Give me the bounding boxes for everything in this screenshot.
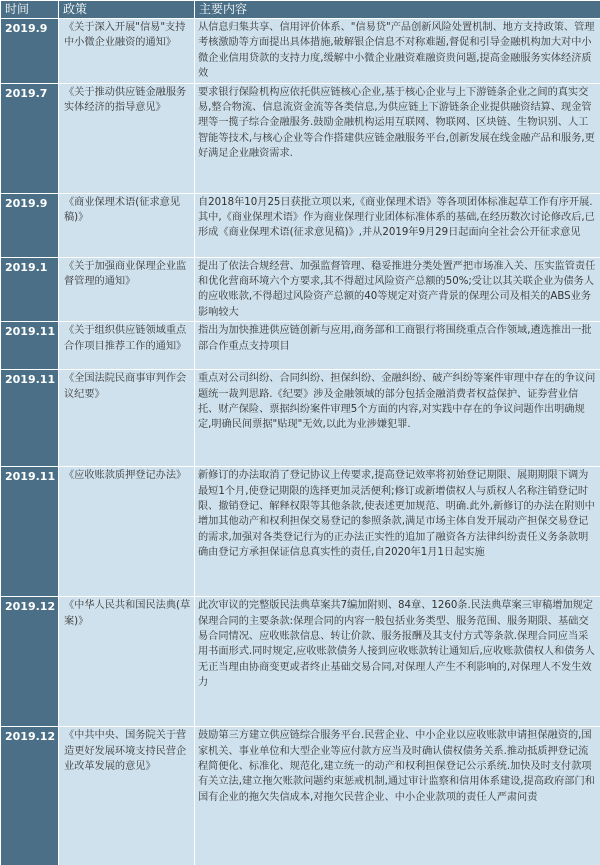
row-content: 此次审议的完整版民法典草案共7编加附则、84章、1260条.民法典草案三审稿增加规定保理合同的主要条款:保理合同的内容一般包括业务类型、服务范围、服务期限、基础交易合同情况、应收账款信息、转让价款、服务报酬及其支付方式等条款.保理合同应当采用书面形式.同时规定,应收账款债务人接到应收账款转让通知后,应收账款债权人和债务人无正当理由协商变更或者终止基础交易合同,对保理人产生不利影响的,对保理人不发生效力 xyxy=(195,597,600,727)
row-policy: 《关于推动供应链金融服务实体经济的指导意见》 xyxy=(59,83,195,193)
header-policy: 政策 xyxy=(59,1,195,19)
row-content: 要求银行保险机构应依托供应链核心企业,基于核心企业与上下游链条企业之间的真实交易,整合物流、信息流资金流等各类信息,为供应链上下游链条企业提供融资结算、现金管理等一揽子综合金融服务.鼓励金融机构运用互联网、物联网、区块链、生物识别、人工智能等技术,与核心企业等合作搭建供应链金融服务平台,创新发展在线金融产品和服务,更好满足企业融资需求. xyxy=(195,83,600,193)
row-policy: 《中共中央、国务院关于营造更好发展环境支持民营企业改革发展的意见》 xyxy=(59,727,195,865)
row-policy: 《关于加强商业保理企业监督管理的通知》 xyxy=(59,257,195,322)
table-row xyxy=(1,597,600,727)
table-row xyxy=(1,467,600,597)
row-policy: 《应收账款质押登记办法》 xyxy=(59,467,195,597)
row-date: 2019.9 xyxy=(1,19,59,84)
row-date: 2019.9 xyxy=(1,193,59,257)
row-policy: 《商业保理术语(征求意见稿)》 xyxy=(59,193,195,257)
row-policy: 《中华人民共和国民法典(草案)》 xyxy=(59,597,195,727)
row-content: 指出为加快推进供应链创新与应用,商务部和工商银行将围绕重点合作领域,遴选推出一批部合作重点支持项目 xyxy=(195,322,600,370)
table-row xyxy=(1,83,600,193)
table-row xyxy=(1,727,600,865)
row-policy: 《关于深入开展"信易"支持中小微企业融资的通知》 xyxy=(59,19,195,84)
row-date: 2019.11 xyxy=(1,370,59,467)
header-date: 时间 xyxy=(1,1,59,19)
row-policy: 《全国法院民商事审判作会议纪要》 xyxy=(59,370,195,467)
row-date: 2019.12 xyxy=(1,597,59,727)
row-date: 2019.11 xyxy=(1,322,59,370)
table-row xyxy=(1,322,600,370)
row-content: 鼓励第三方建立供应链综合服务平台.民营企业、中小企业以应收账款申请担保融资的,国家机关、事业单位和大型企业等应付款方应当及时确认债权债务关系.推动抵质押登记流程简便化、标准化、规范化,建立统一的动产和权利担保登记公示系统.加快及时支付款项有关立法,建立拖欠账款问题约束惩戒机制,通过审计监察和信用体系建设,提高政府部门和国有企业的拖欠失信成本,对拖欠民营企业、中小企业款项的责任人严肃问责 xyxy=(195,727,600,865)
table-row xyxy=(1,257,600,322)
table-row xyxy=(1,370,600,467)
row-content: 自2018年10月25日获批立项以来,《商业保理术语》等各项团体标准起草工作有序开展.其中,《商业保理术语》作为商业保理行业团体标准体系的基础,在经历数次讨论修改后,已形成《商业保理术语(征求意见稿)》,并从2019年9月29日起面向全社会公开征求意见 xyxy=(195,193,600,257)
row-content: 从信息归集共享、信用评价体系、"信易贷"产品创新风险处置机制、地方支持政策、管理考核激励等方面提出具体措施,破解银企信息不对称难题,督促和引导金融机构加大对中小微企业信用贷款的支持力度,缓解中小微企业融资难融资贵问题,提高金融服务实体经济质效 xyxy=(195,19,600,84)
row-date: 2019.7 xyxy=(1,83,59,193)
table-row xyxy=(1,193,600,257)
row-content: 提出了依法合规经营、加强监督管理、稳妥推进分类处置严把市场准入关、压实监管责任和优化营商环境六个方要求,其不得超过风险资产总额的50%;受让以其关联企业为债务人的应收账款,不得超过风险资产总额的40等规定对资产背景的保理公司及相关的ABS业务影响较大 xyxy=(195,257,600,322)
row-content: 新修订的办法取消了登记协议上传要求,提高登记效率将初始登记期限、展期期限下调为最短1个月,使登记期限的选择更加灵活便利;修订或新增债权人与质权人名称注销登记时限、撤销登记、解释权限等其他条款,使表述更加规范、明确.此外,新修订的办法在附则中增加其他动产和权利担保交易登记的参照条款,满足市场主体自发开展动产担保交易登记的需求,加强对各类登记行为的正办法正实性的追加了融资各方法律纠纷责任义务条款明确由登记方承担保证信息真实性的责任,自2020年1月1日起实施 xyxy=(195,467,600,597)
row-policy: 《关于组织供应链领域重点合作项目推荐工作的通知》 xyxy=(59,322,195,370)
row-date: 2019.1 xyxy=(1,257,59,322)
table-row xyxy=(1,19,600,84)
row-content: 重点对公司纠纷、合同纠纷、担保纠纷、金融纠纷、破产纠纷等案件审理中存在的争议问题统一裁判思路.《纪要》涉及金融领域的部分包括金融消费者权益保护、证券营业信托、财产保险、票据纠纷案件审理5个方面的内容,对实践中存在的争议问题作出明确规定,明确民间票据"贴现"无效,以此为业涉嫌犯罪. xyxy=(195,370,600,467)
row-date: 2019.12 xyxy=(1,727,59,865)
header-content: 主要内容 xyxy=(195,1,600,19)
row-date: 2019.11 xyxy=(1,467,59,597)
table-header-row xyxy=(1,1,600,19)
